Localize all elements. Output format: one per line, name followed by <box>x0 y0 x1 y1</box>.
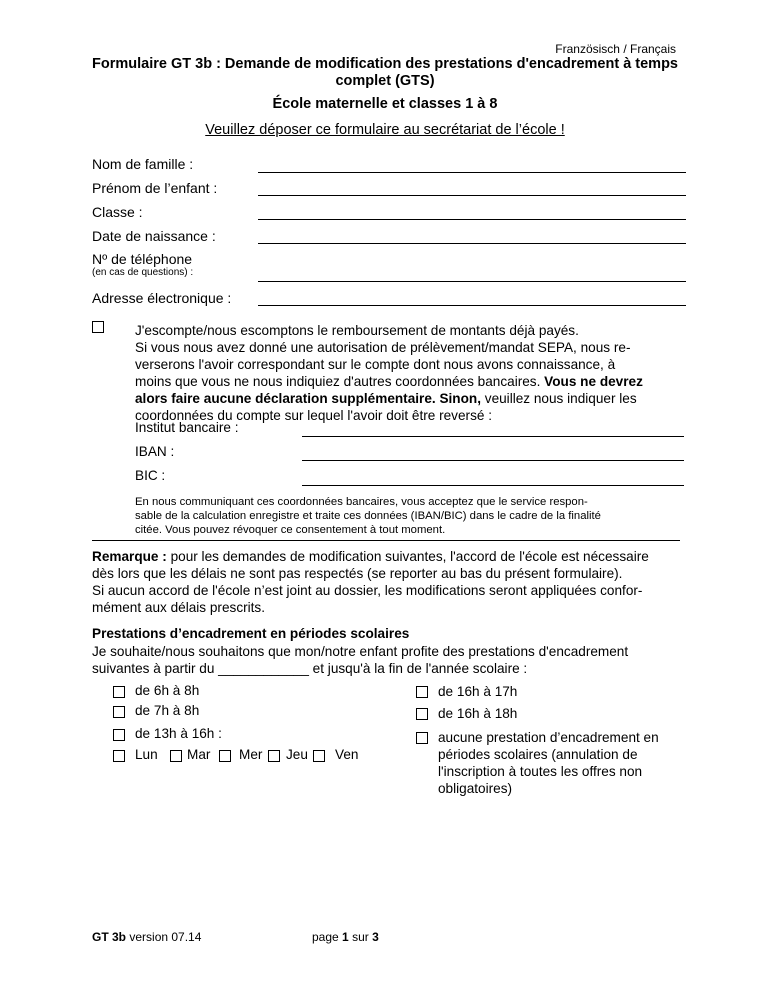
day-mer-label: Mer <box>239 747 263 762</box>
phone-note: (en cas de questions) : <box>92 267 194 278</box>
birth-date-label: Date de naissance : <box>92 228 216 244</box>
option-none-label: aucune prestation d’encadrement en périodes scolaires (annulation de l'inscription à toutes les offres non obligatoires) <box>438 730 659 796</box>
bank-label: Institut bancaire : <box>135 420 239 435</box>
option-none-checkbox[interactable] <box>416 732 428 744</box>
email-field[interactable] <box>258 305 686 306</box>
option-13h-16h-label: de 13h à 16h : <box>135 726 222 741</box>
day-ven-label: Ven <box>335 747 359 762</box>
option-6h-8h-label: de 6h à 8h <box>135 683 200 698</box>
school-periods-heading: Prestations d’encadrement en périodes scolaires <box>92 626 410 641</box>
email-label: Adresse électronique : <box>92 290 232 306</box>
school-periods-intro: Je souhaite/nous souhaitons que mon/notre enfant profite des prestations d'encadrement suivantes à partir du ____________ et jusqu'à la fin de l'année scolaire : <box>92 644 629 676</box>
day-mar-checkbox[interactable] <box>170 750 182 762</box>
refund-checkbox[interactable] <box>92 321 104 333</box>
day-lun-label: Lun <box>135 747 158 762</box>
option-16h-17h-checkbox[interactable] <box>416 686 428 698</box>
form-version: GT 3b version 07.14 <box>92 930 202 944</box>
class-label: Classe : <box>92 204 143 220</box>
phone-field[interactable] <box>258 281 686 282</box>
section-divider <box>92 540 680 541</box>
option-7h-8h-checkbox[interactable] <box>113 706 125 718</box>
form-title: Formulaire GT 3b : Demande de modification des prestations d'encadrement à temps complet (GTS) <box>92 56 678 89</box>
refund-text: J'escompte/nous escomptons le remboursement de montants déjà payés. Si vous nous avez donné une autorisation de prélèvement/mandat SEPA, nous re- verserons l'avoir correspondant sur le compte dont nous avons connaissance, à moins que vous ne nous indiquiez d'autres coordonnées bancaires. Vous ne devrez alors faire aucune déclaration supplémentaire. Sinon, veuillez nous indiquer les coordonnées du compte sur lequel l'avoir doit être reversé : <box>135 323 643 423</box>
iban-field[interactable] <box>302 460 684 461</box>
family-name-label: Nom de famille : <box>92 156 194 172</box>
bank-field[interactable] <box>302 436 684 437</box>
phone-label: Nº de téléphone <box>92 251 193 267</box>
page-number: page 1 sur 3 <box>312 930 379 944</box>
class-field[interactable] <box>258 219 686 220</box>
option-16h-18h-checkbox[interactable] <box>416 708 428 720</box>
day-mer-checkbox[interactable] <box>219 750 231 762</box>
bic-label: BIC : <box>135 468 166 483</box>
option-16h-18h-label: de 16h à 18h <box>438 706 518 721</box>
submission-notice: Veuillez déposer ce formulaire au secrétariat de l’école ! <box>205 122 565 138</box>
first-name-field[interactable] <box>258 195 686 196</box>
language-label: Französisch / Français <box>555 42 676 56</box>
option-6h-8h-checkbox[interactable] <box>113 686 125 698</box>
day-lun-checkbox[interactable] <box>113 750 125 762</box>
option-13h-16h-checkbox[interactable] <box>113 729 125 741</box>
consent-text: En nous communiquant ces coordonnées bancaires, vous acceptez que le service respon- sable de la calculation enregistre et traite ces données (IBAN/BIC) dans le cadre de la finalité citée. Vous pouvez révoquer ce consentement à tout moment. <box>135 496 601 536</box>
option-7h-8h-label: de 7h à 8h <box>135 703 200 718</box>
option-16h-17h-label: de 16h à 17h <box>438 684 518 699</box>
remark-text: Remarque : pour les demandes de modification suivantes, l'accord de l'école est nécessaire dès lors que les délais ne sont pas respectés (se reporter au bas du présent formulaire). Si aucun accord de l'école n’est joint au dossier, les modifications seront appliquées confor- mément aux délais prescrits. <box>92 549 649 615</box>
form-subtitle: École maternelle et classes 1 à 8 <box>272 96 498 112</box>
bic-field[interactable] <box>302 485 684 486</box>
iban-label: IBAN : <box>135 444 175 459</box>
day-jeu-checkbox[interactable] <box>268 750 280 762</box>
first-name-label: Prénom de l’enfant : <box>92 180 218 196</box>
day-jeu-label: Jeu <box>286 747 308 762</box>
day-ven-checkbox[interactable] <box>313 750 325 762</box>
birth-date-field[interactable] <box>258 243 686 244</box>
family-name-field[interactable] <box>258 172 686 173</box>
day-mar-label: Mar <box>187 747 211 762</box>
